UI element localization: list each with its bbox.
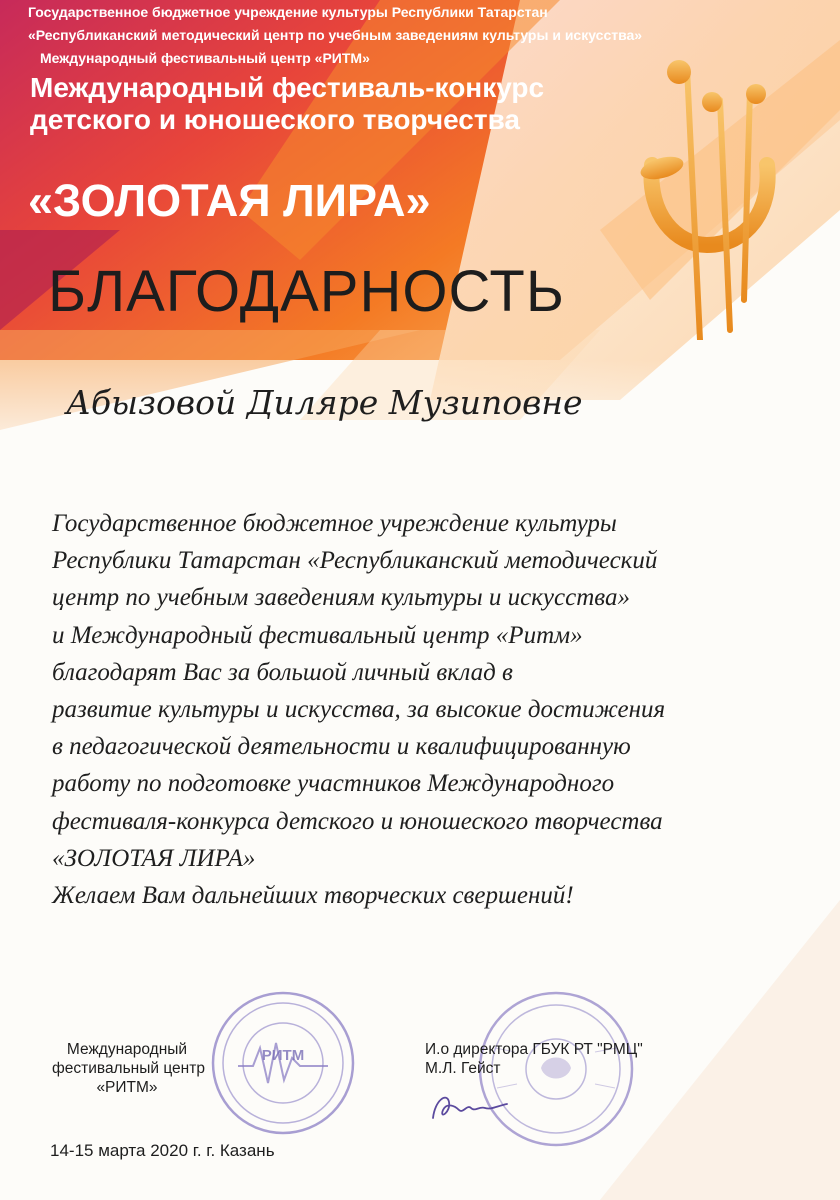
date-place: 14-15 марта 2020 г. г. Казань	[50, 1141, 275, 1160]
left-signatory	[52, 1040, 205, 1097]
right-signatory-title: И.о директора ГБУК РТ "РМЦ"	[425, 1041, 643, 1058]
golden-lyre-logo	[632, 40, 782, 340]
stamp-center-text: РИТМ	[261, 1047, 305, 1064]
festival-title-line-2: детского и юношеского творчества	[30, 104, 520, 135]
organization-line-3: Международный фестивальный центр «РИТМ»	[40, 50, 370, 66]
ritm-stamp	[208, 988, 358, 1138]
organization-line-2: «Республиканский методический центр по учебным заведениям культуры и искусства»	[28, 27, 643, 43]
document-title: БЛАГОДАРНОСТЬ	[48, 259, 565, 324]
recipient-name: Абызовой Диляре Музиповне	[66, 383, 583, 422]
body-line: и Международный фестивальный центр «Ритм»	[52, 621, 583, 649]
body-line: центр по учебным заведениям культуры и искусства»	[52, 584, 630, 612]
body-line: работу по подготовке участников Международного	[52, 770, 615, 798]
handwritten-signature	[425, 1080, 515, 1130]
body-line: развитие культуры и искусства, за высокие достижения	[52, 696, 666, 724]
body-line: Республики Татарстан «Республиканский методический	[52, 547, 658, 575]
left-signatory-line: Международный	[66, 1041, 188, 1058]
body-line: Государственное бюджетное учреждение культуры	[52, 510, 617, 537]
body-line: фестиваля-конкурса детского и юношеского творчества	[52, 807, 663, 835]
right-signatory	[425, 1040, 643, 1078]
festival-title-line-1: Международный фестиваль-конкурс	[30, 72, 545, 103]
body-text	[52, 505, 792, 914]
right-signatory-name: М.Л. Гейст	[425, 1060, 501, 1077]
body-line: благодарят Вас за большой личный вклад в	[52, 658, 513, 686]
left-signatory-line: «РИТМ»	[96, 1079, 158, 1096]
organization-line-1: Государственное бюджетное учреждение культуры Республики Татарстан	[28, 4, 548, 20]
body-line: «ЗОЛОТАЯ ЛИРА»	[52, 844, 256, 872]
left-signatory-line: фестивальный центр	[52, 1060, 205, 1077]
body-line: Желаем Вам дальнейших творческих свершений!	[52, 882, 574, 910]
festival-name: «ЗОЛОТАЯ ЛИРА»	[28, 175, 431, 226]
body-line: в педагогической деятельности и квалифицированную	[52, 733, 631, 761]
